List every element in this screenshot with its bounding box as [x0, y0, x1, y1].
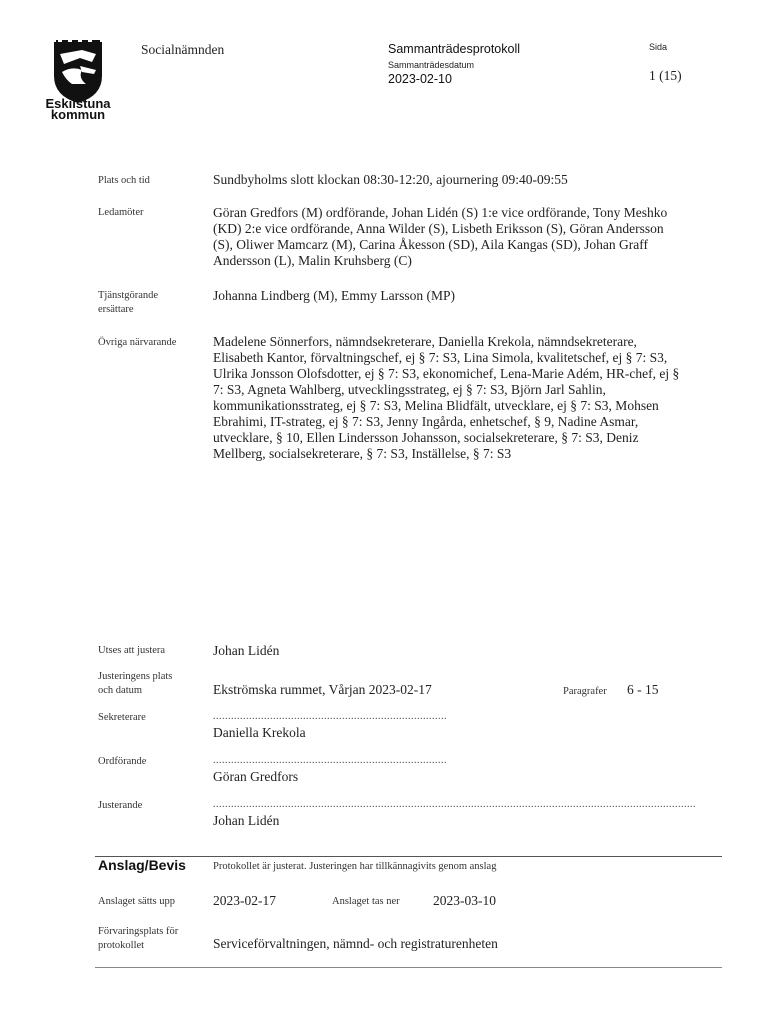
adjustment-place-date-label	[98, 670, 172, 698]
posted-date: 2023-02-17	[213, 893, 276, 908]
substitutes-label-line-2: ersättare	[98, 304, 134, 315]
storage-label	[98, 925, 178, 953]
brand-line-2: kommun	[50, 107, 106, 122]
secretary-signature-line: ..............................................................................	[213, 711, 447, 722]
place-time-value: Sundbyholms slott klockan 08:30-12:20, ajournering 09:40-09:55	[213, 172, 568, 187]
storage-label-line-2: protokollet	[98, 940, 145, 951]
secretary-name: Daniella Krekola	[213, 725, 306, 740]
chair-label: Ordförande	[98, 756, 147, 767]
adjuster-name: Johan Lidén	[213, 813, 280, 828]
meeting-date-label: Sammanträdesdatum	[388, 60, 475, 70]
removed-label: Anslaget tas ner	[332, 896, 400, 907]
others-line: utvecklare, § 10, Ellen Lindersson Johansson, socialsekreterare, § 7: S3, Deniz	[213, 430, 639, 445]
notice-top-divider	[95, 856, 722, 857]
adjuster-appointed-value: Johan Lidén	[213, 643, 280, 658]
brand-line-1: Eskilstuna	[45, 96, 111, 111]
place-time-label: Plats och tid	[98, 175, 150, 186]
meeting-date: 2023-02-10	[388, 72, 452, 86]
removed-date: 2023-03-10	[433, 893, 496, 908]
others-present-value	[213, 334, 753, 462]
members-line: Andersson (L), Malin Kruhsberg (C)	[213, 253, 412, 268]
paragraphs-label: Paragrafer	[563, 686, 607, 697]
notice-heading: Anslag/Bevis	[98, 857, 186, 873]
others-line: Madelene Sönnerfors, nämndsekreterare, Daniella Krekola, nämndsekreterare,	[213, 334, 637, 349]
notice-bottom-divider	[95, 967, 722, 968]
chair-signature-line: ..............................................................................	[213, 755, 447, 766]
substitutes-label-line-1: Tjänstgörande	[98, 290, 159, 301]
document-type: Sammanträdesprotokoll	[388, 42, 521, 56]
chair-name: Göran Gredfors	[213, 769, 299, 784]
adjuster-label: Justerande	[98, 800, 143, 811]
members-line: Göran Gredfors (M) ordförande, Johan Lidén (S) 1:e vice ordförande, Tony Meshko	[213, 205, 668, 220]
others-line: Ulrika Jonsson Olofsdotter, ej § 7: S3, ekonomichef, Lena-Marie Adém, HR-chef, ej §	[213, 366, 680, 381]
adjustment-label-line-2: och datum	[98, 685, 143, 696]
adjuster-appointed-label: Utses att justera	[98, 645, 166, 656]
members-line: (S), Oliwer Mamcarz (M), Carina Åkesson (SD), Aila Kangas (SD), Johan Graff	[213, 237, 649, 252]
notice-statement: Protokollet är justerat. Justeringen har tillkännagivits genom anslag	[213, 861, 497, 872]
members-label: Ledamöter	[98, 207, 144, 218]
adjustment-place-date-value: Ekströmska rummet, Vårjan 2023-02-17	[213, 682, 432, 697]
members-value	[213, 205, 743, 269]
others-line: 7: S3, Agneta Wahlberg, utvecklingsstrateg, ej § 7: S3, Björn Jarl Sahlin,	[213, 382, 606, 397]
adjuster-signature-line: .................................................................................................................................................................	[213, 799, 696, 810]
posted-label: Anslaget sätts upp	[98, 896, 175, 907]
substitutes-value: Johanna Lindberg (M), Emmy Larsson (MP)	[213, 288, 455, 303]
committee-name: Socialnämnden	[141, 42, 225, 57]
others-present-label: Övriga närvarande	[98, 337, 177, 348]
adjustment-label-line-1: Justeringens plats	[98, 671, 173, 682]
storage-label-line-1: Förvaringsplats för	[98, 926, 179, 937]
others-line: Mellberg, socialsekreterare, § 7: S3, Inställelse, § 7: S3	[213, 446, 512, 461]
brand-name	[44, 98, 112, 120]
coat-of-arms-logo	[52, 40, 104, 104]
page-label: Sida	[649, 42, 668, 52]
members-line: (KD) 2:e vice ordförande, Anna Wilder (S), Lisbeth Eriksson (S), Göran Andersson	[213, 221, 664, 236]
others-line: Ebrahimi, IT-strateg, ej § 7: S3, Jenny Ingårda, enhetschef, § 9, Nadine Asmar,	[213, 414, 639, 429]
others-line: Elisabeth Kantor, förvaltningschef, ej § 7: S3, Lina Simola, kvalitetschef, ej § 7: S3,	[213, 350, 668, 365]
paragraphs-value: 6 - 15	[627, 682, 659, 697]
others-line: kommunikationsstrateg, ej § 7: S3, Melina Blidfält, utvecklare, ej § 7: S3, Mohsen	[213, 398, 659, 413]
substitutes-label	[98, 289, 158, 317]
page-number: 1 (15)	[649, 68, 682, 83]
secretary-label: Sekreterare	[98, 712, 146, 723]
storage-value: Serviceförvaltningen, nämnd- och registraturenheten	[213, 936, 498, 951]
